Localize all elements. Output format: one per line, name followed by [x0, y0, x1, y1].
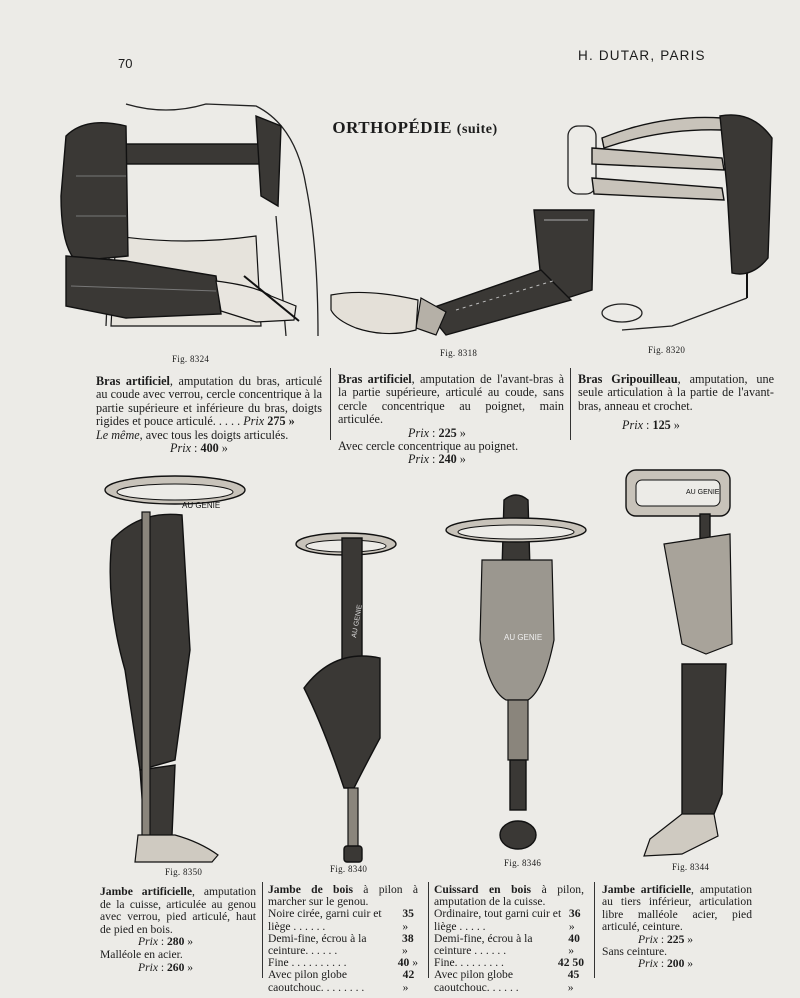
illustration-arm-8324 — [56, 96, 326, 346]
column-divider — [570, 368, 571, 440]
item-bras-gripouilleau: Bras Gripouilleau, amputation, une seule articulation à la partie de l'avant-bras, anneau et crochet. Prix : 125 » — [578, 372, 774, 433]
column-divider — [330, 368, 331, 440]
section-title-suffix: (suite) — [456, 122, 498, 137]
price-value: 280 — [167, 935, 185, 949]
illustration-leg-8350 — [100, 470, 250, 870]
item-jambe-artificielle-cuisse: Jambe artificielle, amputation de la cuisse, articulée au genou avec verrou, pied articulé, haut de pied en bois. Prix : 280 » Malléole en acier. Prix : 260 » — [100, 885, 256, 974]
item-desc: , amputation, une seule articulation à la partie de l'avant-bras, anneau et crochet. — [578, 372, 774, 413]
price-value: 225 — [667, 932, 685, 946]
illustration-cuissard-8346 — [444, 490, 594, 855]
column-divider — [262, 882, 263, 978]
price-value: 125 — [652, 418, 671, 433]
column-divider — [428, 882, 429, 978]
figure-caption-8318: Fig. 8318 — [440, 348, 478, 358]
brand-mark: AU GENIE — [686, 489, 720, 496]
brand-mark: AU GENIE — [504, 633, 543, 642]
illustration-lower-leg-8344 — [622, 464, 752, 864]
variant-price: 400 — [200, 441, 219, 456]
figure-caption-8324: Fig. 8324 — [172, 354, 210, 364]
item-name: Cuissard en bois — [434, 883, 532, 896]
variant-price: 260 — [167, 960, 185, 974]
illustration-hook-arm-8320 — [562, 108, 782, 338]
price-line: Demi-fine, écrou à la ceinture. . . . . . 38 » — [268, 931, 414, 958]
figure-caption-8346: Fig. 8346 — [504, 858, 542, 868]
figure-caption-8350: Fig. 8350 — [165, 867, 203, 877]
page-number: 70 — [118, 56, 133, 71]
figure-caption-8340: Fig. 8340 — [330, 864, 368, 874]
brand-mark: AU GENIE — [351, 604, 364, 639]
variant-name: Le même — [96, 427, 140, 442]
variant-price: 200 — [667, 957, 685, 971]
price-line: Fine. . . . . . . . . 42 50 — [434, 956, 584, 970]
item-desc: , amputation au tiers inférieur, articulation libre malléole acier, pied articulé, ceinture. — [602, 883, 752, 934]
item-name: Bras artificiel — [96, 374, 170, 388]
illustration-forearm-8318 — [326, 200, 596, 345]
item-jambe-de-bois — [268, 884, 418, 994]
item-name: Bras artificiel — [338, 372, 412, 386]
variant-price-label: Prix — [170, 441, 191, 456]
illustration-peg-leg-8340 — [294, 528, 404, 868]
variant-price-label: Prix — [408, 452, 429, 467]
item-desc: à pilon à marcher sur le genou. — [268, 883, 418, 909]
price-value: 275 » — [267, 414, 295, 429]
variant-price-label: Prix — [138, 960, 158, 974]
item-desc: , amputation de l'avant-bras à la partie supérieure, articulé au coude, sans cercle concentrique au poignet, main articulée. — [338, 372, 565, 427]
price-line: Avec pilon globe caoutchouc. . . . . . 45 » — [434, 968, 580, 994]
item-bras-artificiel-bras: Bras artificiel, amputation du bras, articulé au coude avec verrou, cercle concentrique à la partie supérieure et inférieure du bras, doigts rigides et pouce articulé. . . . . Prix 275 » Le même, avec tous les doigts articulés. Prix : 400 » — [96, 374, 323, 456]
price-label: Prix — [408, 425, 429, 440]
item-name: Jambe de bois — [268, 883, 353, 896]
item-name: Jambe artificielle — [602, 883, 691, 896]
variant-desc: Malléole en acier. — [100, 947, 183, 961]
item-desc: à pilon, amputation de la cuisse. — [434, 883, 584, 909]
figure-caption-8344: Fig. 8344 — [672, 862, 710, 872]
column-divider — [594, 882, 595, 978]
variant-desc: , avec tous les doigts articulés. — [139, 427, 289, 442]
price-value: 225 — [438, 425, 457, 440]
price-line: Ordinaire, tout garni cuir et liège . . . . . 36 » — [434, 907, 581, 933]
item-name: Jambe artificielle — [100, 885, 192, 898]
figure-caption-8320: Fig. 8320 — [648, 345, 686, 355]
item-desc: , amputation du bras, articulé au coude avec verrou, cercle concentrique à la partie supérieure et inférieure du bras, doigts rigides et pouce articulé. . . . . — [96, 374, 323, 429]
brand-mark: AU GENIE — [182, 501, 221, 510]
item-jambe-artificielle-tiers: Jambe artificielle, amputation au tiers inférieur, articulation libre malléole acier, pied articulé, ceinture. Prix : 225 » Sans ceinture. Prix : 200 » — [602, 883, 752, 971]
variant-price-label: Prix — [638, 957, 658, 971]
price-line: Demi-fine, écrou à la ceinture . . . . . . 40 » — [434, 931, 580, 958]
item-cuissard-en-bois — [434, 884, 584, 994]
price-line: Noire cirée, garni cuir et liège . . . . . . 35 » — [268, 907, 414, 933]
item-bras-artificiel-avant-bras: Bras artificiel, amputation de l'avant-bras à la partie supérieure, articulé au coude, sans cercle concentrique au poignet, main articulée. Prix : 225 » Avec cercle concentrique au poignet. Prix : 240 » — [338, 372, 565, 467]
variant-desc: Avec cercle concentrique au poignet. — [338, 439, 519, 454]
publisher-header: H. DUTAR, PARIS — [578, 48, 706, 63]
price-line: Avec pilon globe caoutchouc. . . . . . . . 42 » — [268, 968, 415, 994]
price-label: Prix — [138, 935, 158, 949]
section-title — [330, 118, 500, 138]
price-label: Prix — [622, 418, 643, 433]
price-label: Prix — [243, 414, 265, 429]
variant-price: 240 — [438, 452, 457, 467]
variant-desc: Sans ceinture. — [602, 945, 668, 959]
price-label: Prix — [638, 932, 658, 946]
item-name: Bras Gripouilleau — [578, 372, 678, 386]
section-title-main: ORTHOPÉDIE — [332, 118, 453, 137]
price-line: Fine . . . . . . . . . . 40 » — [268, 956, 418, 970]
item-desc: , amputation de la cuisse, articulée au genou avec verrou, pied articulé, haut de pied en bois. — [100, 885, 256, 936]
